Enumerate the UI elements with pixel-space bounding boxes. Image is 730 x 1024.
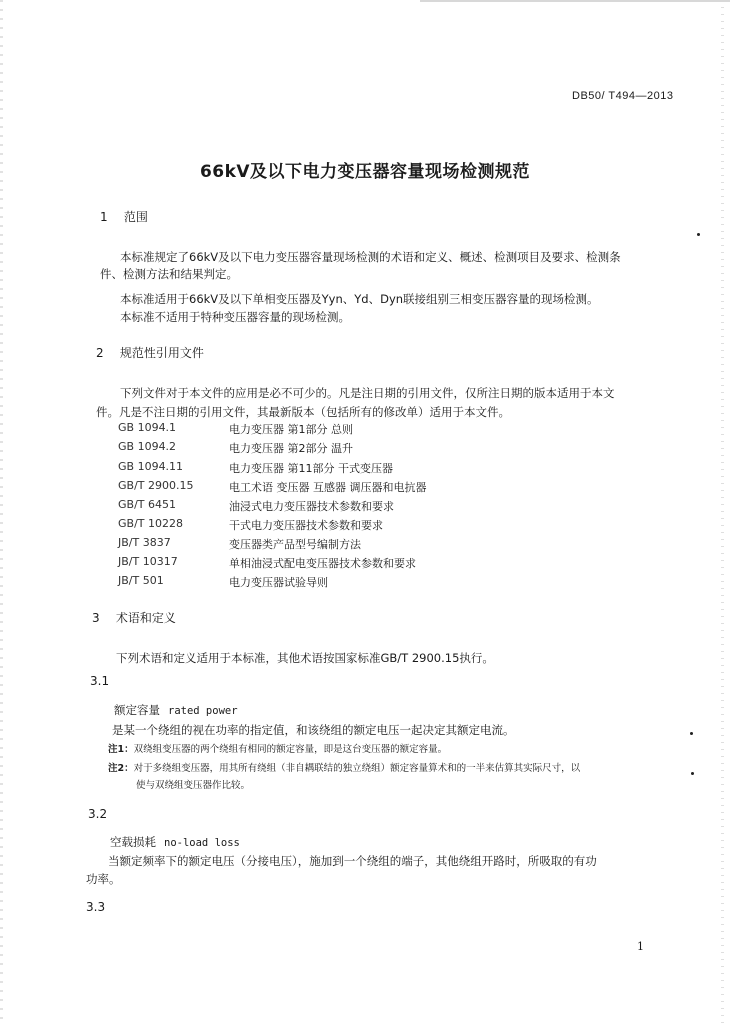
note-text: 对于多绕组变压器，用其所有绕组（非自耦联结的独立绕组）额定容量算术和的一半来估算其实际尺寸，以 [133, 763, 581, 774]
reference-code: JB/T 501 [118, 574, 164, 587]
scan-speck [697, 233, 700, 236]
section-3-heading [92, 609, 176, 626]
note-2-line2: 使与双绕组变压器作比较。 [136, 780, 251, 791]
reference-name: 变压器类产品型号编制方法 [229, 538, 361, 551]
reference-item [118, 517, 518, 533]
reference-code: GB 1094.1 [118, 421, 177, 434]
term-definition-line2: 功率。 [86, 872, 121, 886]
standard-number: DB50/ T494—2013 [572, 90, 674, 102]
section-number: 1 [100, 210, 108, 224]
reference-item [118, 498, 518, 514]
reference-code: GB 1094.2 [118, 440, 177, 453]
reference-code: JB/T 3837 [118, 536, 171, 549]
section-1-heading [100, 208, 148, 225]
term-definition-line1: 当额定频率下的额定电压（分接电压），施加到一个绕组的端子，其他绕组开路时，所吸取的有功 [108, 854, 597, 868]
note-label: 注2： [108, 763, 134, 774]
s1-p3: 本标准不适用于特种变压器容量的现场检测。 [120, 310, 350, 324]
reference-item [118, 460, 518, 476]
reference-code: JB/T 10317 [118, 555, 178, 568]
section-title: 范围 [123, 210, 148, 224]
reference-code: GB/T 2900.15 [118, 479, 194, 492]
reference-code: GB 1094.11 [118, 460, 184, 473]
reference-item [118, 421, 518, 437]
reference-code: GB/T 10228 [118, 517, 183, 530]
scan-edge-left [0, 0, 3, 1024]
term-chinese: 额定容量 [114, 703, 160, 717]
section-title: 规范性引用文件 [119, 346, 204, 360]
reference-item [118, 555, 518, 571]
note-2-line1 [108, 761, 580, 776]
s1-p1-line1: 本标准规定了66kV及以下电力变压器容量现场检测的术语和定义、概述、检测项目及要求、检测条 [120, 250, 621, 264]
section-number: 3 [92, 611, 100, 625]
scan-speck [690, 732, 693, 735]
s1-p2: 本标准适用于66kV及以下单相变压器及Yyn、Yd、Dyn联接组别三相变压器容量的现场检测。 [120, 292, 599, 306]
note-1 [108, 742, 447, 757]
scan-top-line [420, 0, 730, 2]
term-english: rated power [168, 705, 238, 717]
reference-item [118, 440, 518, 456]
term-definition: 是某一个绕组的视在功率的指定值，和该绕组的额定电压一起决定其额定电流。 [112, 723, 515, 737]
term-heading [110, 834, 240, 851]
s2-p1-line1: 下列文件对于本文件的应用是必不可少的。凡是注日期的引用文件，仅所注日期的版本适用于本文 [120, 386, 615, 400]
section-2-heading [96, 344, 204, 361]
reference-name: 电力变压器试验导则 [229, 576, 328, 589]
term-chinese: 空载损耗 [110, 835, 156, 849]
reference-name: 电工术语 变压器 互感器 调压器和电抗器 [229, 481, 427, 494]
reference-name: 电力变压器 第1部分 总则 [229, 423, 353, 436]
reference-item [118, 479, 518, 495]
section-number: 2 [96, 346, 104, 360]
reference-code: GB/T 6451 [118, 498, 176, 511]
s3-intro: 下列术语和定义适用于本标准，其他术语按国家标准GB/T 2900.15执行。 [116, 651, 494, 665]
document-title: 66kV及以下电力变压器容量现场检测规范 [199, 162, 531, 182]
scan-edge-right [721, 0, 724, 1024]
reference-item [118, 574, 518, 590]
reference-name: 干式电力变压器技术参数和要求 [229, 519, 383, 532]
note-text: 双绕组变压器的两个绕组有相同的额定容量，即是这台变压器的额定容量。 [133, 744, 448, 755]
reference-item [118, 536, 518, 552]
term-heading [114, 702, 238, 719]
reference-name: 电力变压器 第11部分 干式变压器 [229, 462, 393, 475]
reference-name: 油浸式电力变压器技术参数和要求 [229, 500, 394, 513]
term-english: no-load loss [164, 837, 240, 849]
s2-p1-line2: 件。凡是不注日期的引用文件，其最新版本（包括所有的修改单）适用于本文件。 [96, 405, 510, 419]
scan-speck [691, 772, 694, 775]
term-number: 3.3 [86, 900, 106, 914]
reference-name: 单相油浸式配电变压器技术参数和要求 [229, 557, 416, 570]
reference-name: 电力变压器 第2部分 温升 [229, 442, 353, 455]
page-number: 1 [637, 940, 644, 953]
term-number: 3.2 [88, 807, 108, 821]
s1-p1-line2: 件、检测方法和结果判定。 [100, 267, 238, 281]
term-number: 3.1 [90, 674, 110, 688]
note-label: 注1： [108, 744, 134, 755]
section-title: 术语和定义 [115, 611, 176, 625]
